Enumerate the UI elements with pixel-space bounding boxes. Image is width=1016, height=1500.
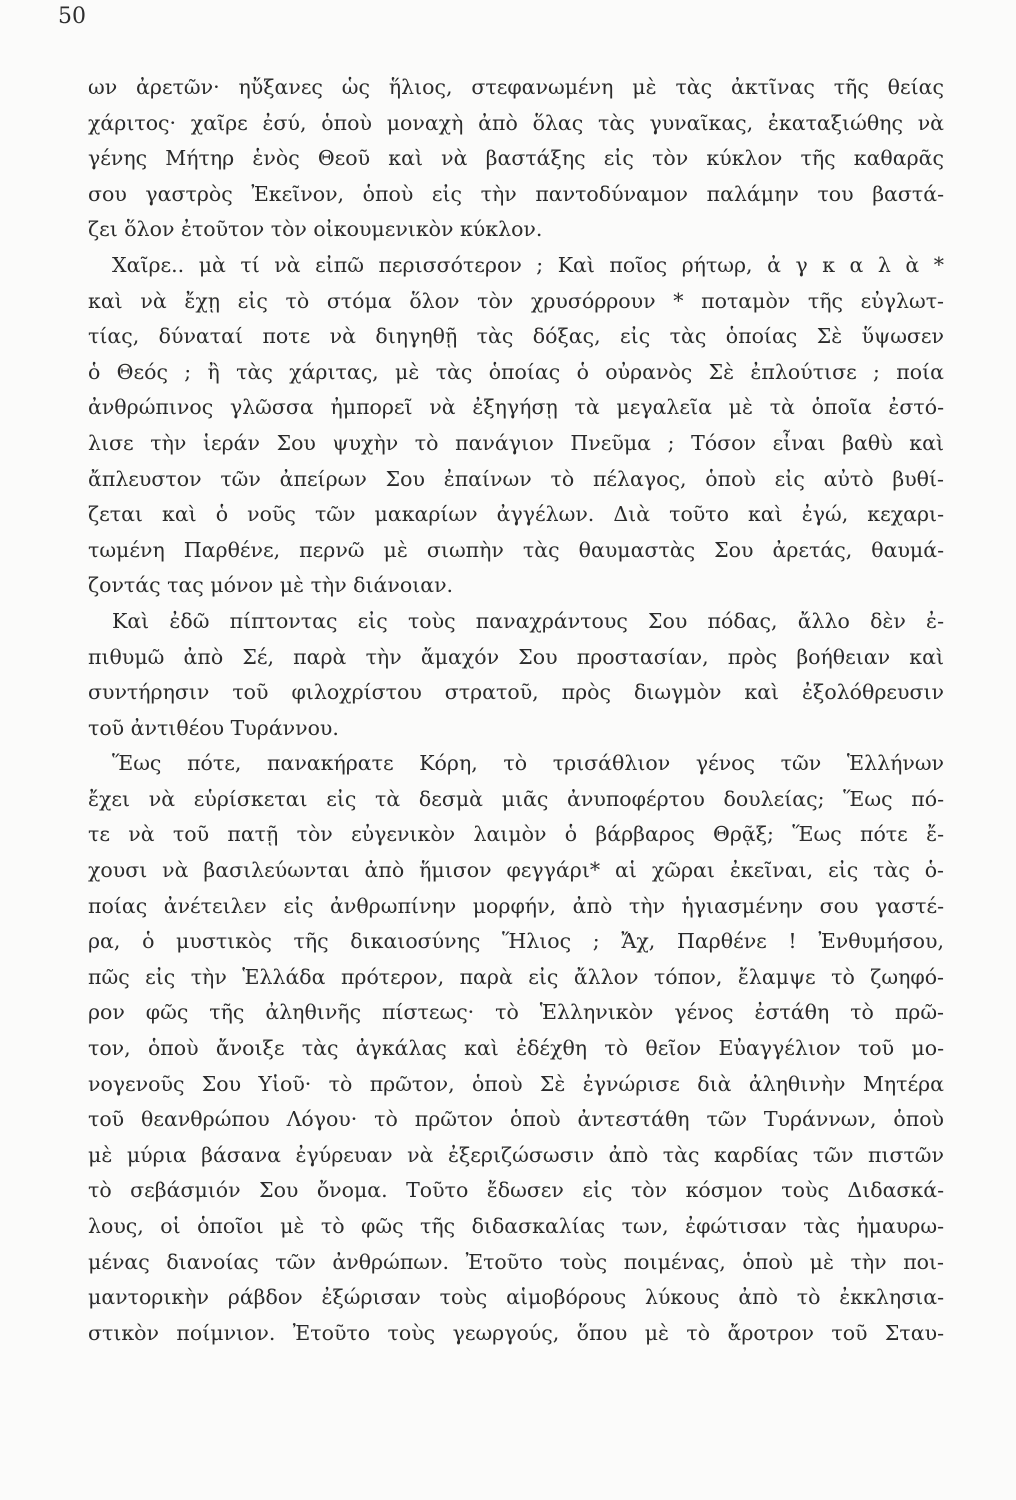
text-line: στικὸν ποίμνιον. Ἐτοῦτο τοὺς γεωργούς, ὅπου μὲ τὸ ἄροτρον τοῦ Σταυ- xyxy=(88,1320,944,1345)
text-line: χουσι νὰ βασιλεύωνται ἀπὸ ἥμισον φεγγάρι* αἱ χῶραι ἐκεῖναι, εἰς τὰς ὁ- xyxy=(88,858,944,883)
text-line: γένης Μήτηρ ἑνὸς Θεοῦ καὶ νὰ βαστάξης εἰς τὸν κύκλον τῆς καθαρᾶς xyxy=(88,146,944,171)
text-line: ἔχει νὰ εὑρίσκεται εἰς τὰ δεσμὰ μιᾶς ἀνυποφέρτου δουλείας; Ἕως πό- xyxy=(88,786,944,811)
text-line: Ἕως πότε, πανακήρατε Κόρη, τὸ τρισάθλιον γένος τῶν Ἑλλήνων xyxy=(112,751,944,776)
text-line: ἀνθρώπινος γλῶσσα ἠμπορεῖ νὰ ἐξηγήσῃ τὰ μεγαλεῖα μὲ τὰ ὁποῖα ἐστό- xyxy=(88,395,944,420)
text-line: τὸ σεβάσμιόν Σου ὄνομα. Τοῦτο ἔδωσεν εἰς τὸν κόσμον τοὺς Διδασκά- xyxy=(88,1178,944,1203)
text-line: μένας διανοίας τῶν ἀνθρώπων. Ἐτοῦτο τοὺς ποιμένας, ὁποὺ μὲ τὴν ποι- xyxy=(88,1249,944,1274)
text-line: ἄπλευστον τῶν ἀπείρων Σου ἐπαίνων τὸ πέλαγος, ὁποὺ εἰς αὐτὸ βυθί- xyxy=(88,466,944,491)
text-line: τον, ὁποὺ ἄνοιξε τὰς ἀγκάλας καὶ ἐδέχθη τὸ θεῖον Εὐαγγέλιον τοῦ μο- xyxy=(88,1036,944,1061)
text-line: ὁ Θεός ; ἢ τὰς χάριτας, μὲ τὰς ὁποίας ὁ οὐρανὸς Σὲ ἐπλούτισε ; ποία xyxy=(88,359,944,384)
text-line: χάριτος· χαῖρε ἐσύ, ὁποὺ μοναχὴ ἀπὸ ὅλας τὰς γυναῖκας, ἐκαταξιώθης νὰ xyxy=(88,110,944,135)
text-line: ρα, ὁ μυστικὸς τῆς δικαιοσύνης Ἥλιος ; Ἄχ, Παρθένε ! Ἐνθυμήσου, xyxy=(88,929,944,954)
page-number: 50 xyxy=(58,4,86,29)
text-line: τωμένη Παρθένε, περνῶ μὲ σιωπὴν τὰς θαυμαστὰς Σου ἀρετάς, θαυμά- xyxy=(88,537,944,562)
text-line: τοῦ ἀντιθέου Τυράννου. xyxy=(88,715,339,740)
text-line: τίας, δύναταί ποτε νὰ διηγηθῇ τὰς δόξας, εἰς τὰς ὁποίας Σὲ ὕψωσεν xyxy=(88,324,944,349)
text-line: μὲ μύρια βάσανα ἐγύρευαν νὰ ἐξεριζώσωσιν ἀπὸ τὰς καρδίας τῶν πιστῶν xyxy=(88,1142,944,1167)
text-line: ζοντάς τας μόνον μὲ τὴν διάνοιαν. xyxy=(88,573,454,598)
body-text xyxy=(88,70,944,1351)
text-line: σου γαστρὸς Ἐκεῖνον, ὁποὺ εἰς τὴν παντοδύναμον παλάμην του βαστά- xyxy=(88,181,944,206)
text-line: καὶ νὰ ἔχῃ εἰς τὸ στόμα ὅλον τὸν χρυσόρρουν * ποταμὸν τῆς εὐγλωτ- xyxy=(88,288,944,313)
text-line: ποίας ἀνέτειλεν εἰς ἀνθρωπίνην μορφήν, ἀπὸ τὴν ἡγιασμένην σου γαστέ- xyxy=(88,893,944,918)
text-line: ων ἀρετῶν· ηὔξανες ὡς ἥλιος, στεφανωμένη μὲ τὰς ἀκτῖνας τῆς θείας xyxy=(88,75,944,99)
text-line: Χαῖρε.. μὰ τί νὰ εἰπῶ περισσότερον ; Καὶ ποῖος ρήτωρ, ἀ γ κ α λ ὰ * xyxy=(112,252,944,277)
text-line: Καὶ ἐδῶ πίπτοντας εἰς τοὺς παναχράντους Σου πόδας, ἄλλο δὲν ἐ- xyxy=(112,608,944,633)
text-line: πιθυμῶ ἀπὸ Σέ, παρὰ τὴν ἄμαχόν Σου προστασίαν, πρὸς βοήθειαν καὶ xyxy=(88,644,944,669)
text-line: τοῦ θεανθρώπου Λόγου· τὸ πρῶτον ὁποὺ ἀντεστάθη τῶν Τυράννων, ὁποὺ xyxy=(88,1107,944,1132)
text-line: μαντορικὴν ράβδον ἐξώρισαν τοὺς αἱμοβόρους λύκους ἀπὸ τὸ ἐκκλησια- xyxy=(88,1285,944,1310)
text-line: συντήρησιν τοῦ φιλοχρίστου στρατοῦ, πρὸς διωγμὸν καὶ ἐξολόθρευσιν xyxy=(88,680,944,705)
text-line: νογενοῦς Σου Υἱοῦ· τὸ πρῶτον, ὁποὺ Σὲ ἐγνώρισε διὰ ἀληθινὴν Μητέρα xyxy=(88,1071,944,1096)
text-line: πῶς εἰς τὴν Ἑλλάδα πρότερον, παρὰ εἰς ἄλλον τόπον, ἔλαμψε τὸ ζωηφό- xyxy=(88,964,944,989)
text-line: ρον φῶς τῆς ἀληθινῆς πίστεως· τὸ Ἑλληνικὸν γένος ἐστάθη τὸ πρῶ- xyxy=(88,1000,944,1025)
text-line: λισε τὴν ἱεράν Σου ψυχὴν τὸ πανάγιον Πνεῦμα ; Τόσον εἶναι βαθὺ καὶ xyxy=(88,430,944,455)
text-line: τε νὰ τοῦ πατῇ τὸν εὐγενικὸν λαιμὸν ὁ βάρβαρος Θρᾷξ; Ἕως πότε ἔ- xyxy=(88,822,944,847)
text-line: ζεται καὶ ὁ νοῦς τῶν μακαρίων ἀγγέλων. Διὰ τοῦτο καὶ ἐγώ, κεχαρι- xyxy=(88,502,944,527)
text-line: ζει ὅλον ἐτοῦτον τὸν οἰκουμενικὸν κύκλον. xyxy=(88,217,543,242)
text-line: λους, οἱ ὁποῖοι μὲ τὸ φῶς τῆς διδασκαλίας των, ἐφώτισαν τὰς ἠμαυρω- xyxy=(88,1214,944,1238)
